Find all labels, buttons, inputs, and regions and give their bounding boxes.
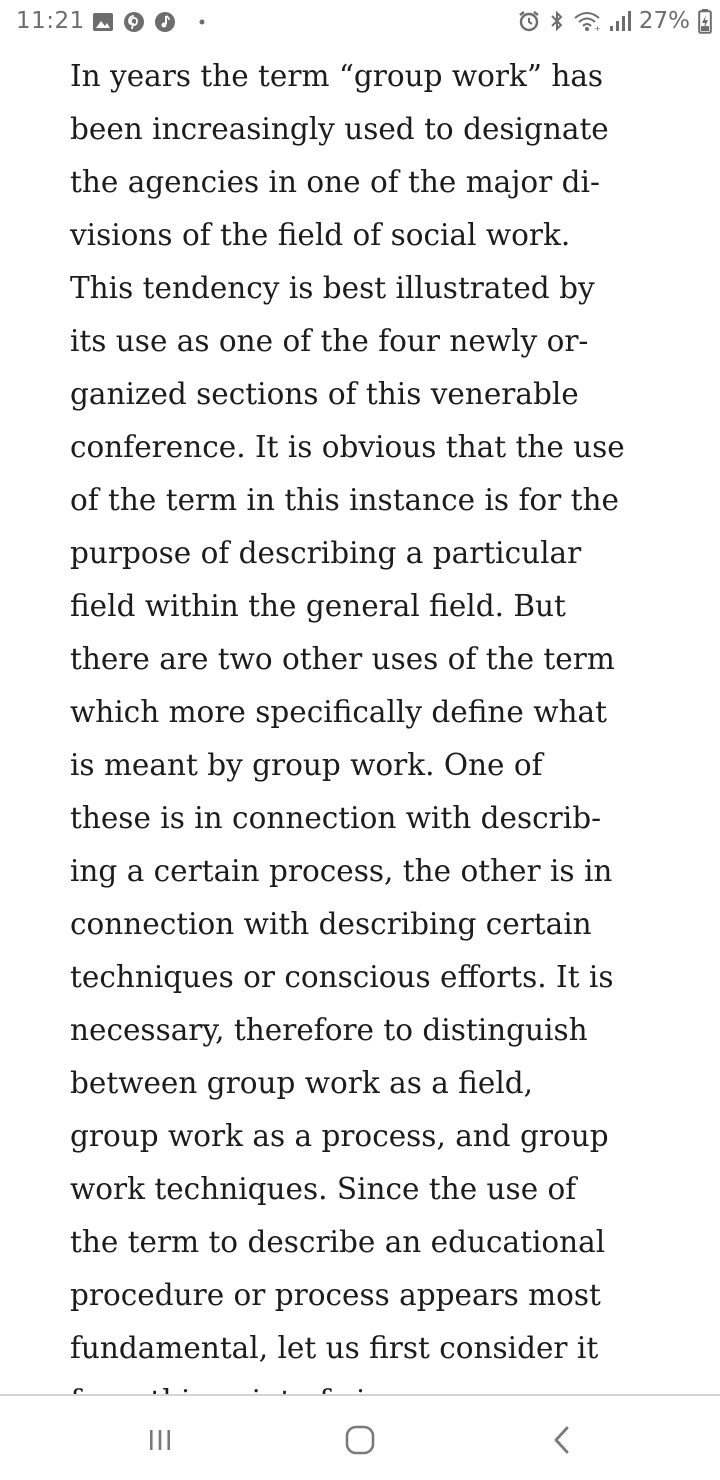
text-line: group work as a process, and group: [70, 1119, 609, 1153]
text-line: ganized sections of this venerable: [70, 377, 579, 411]
text-line: these is in connection with describ-: [70, 801, 602, 835]
alarm-icon: [517, 9, 541, 33]
text-line: necessary, therefore to distinguish: [70, 1013, 588, 1047]
text-line: the term to describe an educational: [70, 1225, 606, 1259]
more-dot-icon: [199, 19, 205, 25]
status-bar: [0, 0, 720, 44]
text-line: of the term in this instance is for the: [70, 483, 619, 517]
text-line: between group work as a field,: [70, 1066, 534, 1100]
text-line: its use as one of the four newly or-: [70, 324, 589, 358]
reader-page[interactable]: [70, 50, 670, 1392]
text-line: techniques or conscious efforts. It is: [70, 960, 614, 994]
system-icons: [517, 8, 712, 34]
body-paragraph: [70, 50, 670, 1428]
text-line: purpose of describing a particular: [70, 536, 582, 570]
text-line: the agencies in one of the major di-: [70, 165, 600, 199]
text-line: connection with describing certain: [70, 907, 592, 941]
bluetooth-icon: [549, 9, 565, 33]
battery-percent: 27%: [638, 8, 690, 34]
recent-apps-icon: [145, 1427, 175, 1453]
text-line: ing a certain process, the other is in: [70, 854, 613, 888]
text-line: conference. It is obvious that the use: [70, 430, 625, 464]
music-icon: [154, 11, 176, 33]
recent-apps-button[interactable]: [138, 1418, 182, 1462]
text-line: work techniques. Since the use of: [70, 1172, 577, 1206]
text-line: been increasingly used to designate: [70, 112, 609, 146]
svg-text:+: +: [593, 24, 601, 33]
text-line: procedure or process appears most: [70, 1278, 601, 1312]
back-button[interactable]: [540, 1418, 584, 1462]
gallery-icon: [92, 12, 114, 32]
text-line: visions of the field of social work.: [70, 218, 571, 252]
navigation-bar: [0, 1394, 720, 1480]
text-line: field within the general field. But: [70, 589, 566, 623]
home-icon: [344, 1424, 376, 1456]
signal-icon: [609, 10, 631, 32]
notification-icons: [92, 10, 205, 34]
back-chevron-icon: [550, 1424, 574, 1456]
wifi-icon: [573, 10, 601, 32]
text-line: fundamental, let us first consider it: [70, 1331, 599, 1365]
text-line: This tendency is best illustrated by: [70, 271, 595, 305]
battery-charging-icon: [698, 8, 712, 34]
text-line: which more specifically define what: [70, 695, 607, 729]
text-line: is meant by group work. One of: [70, 748, 543, 782]
battery-fill: [701, 26, 709, 31]
status-time: 11:21: [16, 8, 85, 34]
home-button[interactable]: [338, 1418, 382, 1462]
pinterest-icon: [123, 11, 145, 33]
text-line: there are two other uses of the term: [70, 642, 615, 676]
text-line: In years the term “group work” has: [70, 59, 604, 93]
